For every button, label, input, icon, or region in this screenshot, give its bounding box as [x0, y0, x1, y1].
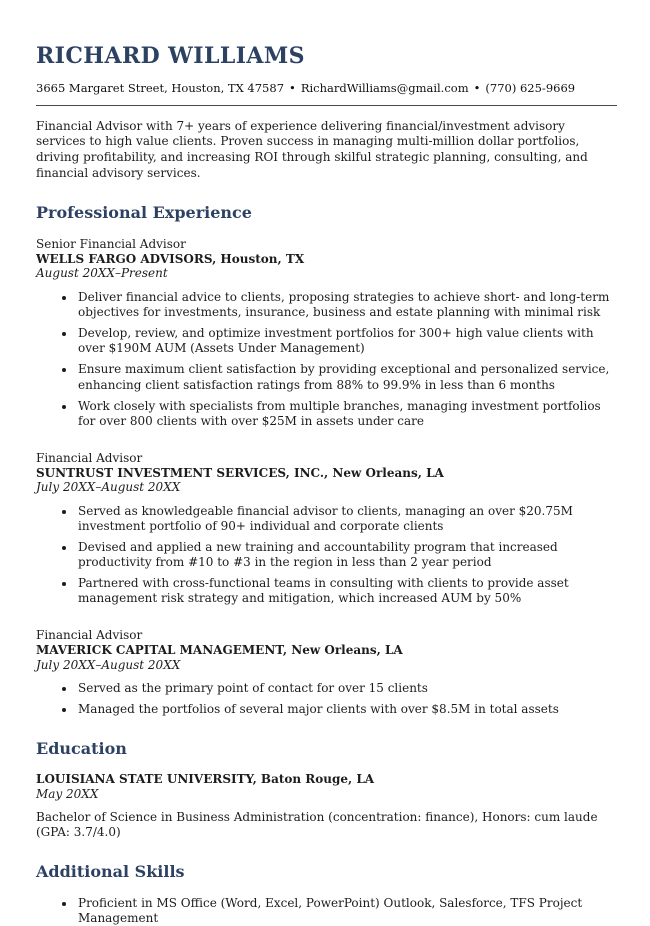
section-professional-experience — [36, 203, 617, 717]
job-bullet: • Deliver financial advice to clients, proposing strategies to achieve short- and long-term objectives for investments, insurance, business and estate planning with minimal risk — [76, 290, 617, 320]
contact-line — [36, 81, 617, 96]
job-bullet: • Develop, review, and optimize investment portfolios for 300+ high value clients with over $190M AUM (Assets Under Management) — [76, 326, 617, 356]
job-role: Senior Financial Advisor — [36, 237, 186, 252]
contact-phone: (770) 625-9669 — [485, 80, 576, 95]
job-dates: August 20XX–Present — [36, 266, 168, 281]
header-divider — [36, 105, 617, 106]
job-bullet: • Served as the primary point of contact for over 15 clients — [76, 681, 617, 696]
job-bullet: • Devised and applied a new training and accountability program that increased productivity from #10 to #3 in the region in less than 2 year period — [76, 540, 617, 570]
job-bullet-list — [36, 290, 617, 429]
job-entry-wells-fargo — [36, 237, 617, 429]
education-entry — [36, 772, 617, 840]
section-additional-skills — [36, 862, 617, 926]
job-entry-maverick — [36, 628, 617, 717]
resume-header — [36, 42, 617, 106]
section-title-skills: Additional Skills — [36, 861, 185, 881]
education-degree: Bachelor of Science in Business Administration (concentration: finance), Honors: cum laude (GPA: 3.7/4.0) — [36, 809, 598, 840]
job-company: MAVERICK CAPITAL MANAGEMENT, New Orleans, LA — [36, 643, 403, 658]
contact-separator: • — [289, 80, 296, 95]
contact-email: RichardWilliams@gmail.com — [300, 80, 469, 95]
section-education — [36, 739, 617, 841]
education-school: LOUISIANA STATE UNIVERSITY, Baton Rouge, LA — [36, 772, 375, 787]
skills-bullet-list — [36, 896, 617, 926]
section-title-education: Education — [36, 738, 127, 758]
job-bullet-list — [36, 681, 617, 717]
summary-paragraph: Financial Advisor with 7+ years of experience delivering financial/investment advisory services to high value clients. Proven success in managing multi-million dollar portfolios, driving profitability, and increasing ROI through skilful strategic planning, consulting, and financial advisory services. — [36, 118, 588, 181]
job-bullet: • Managed the portfolios of several major clients with over $8.5M in total assets — [76, 702, 617, 717]
candidate-name: RICHARD WILLIAMS — [36, 43, 305, 69]
job-bullet-list — [36, 504, 617, 607]
job-role: Financial Advisor — [36, 450, 143, 465]
job-company: WELLS FARGO ADVISORS, Houston, TX — [36, 251, 305, 266]
job-entry-suntrust — [36, 451, 617, 607]
job-dates: July 20XX–August 20XX — [36, 657, 181, 672]
job-bullet: • Ensure maximum client satisfaction by providing exceptional and personalized service, enhancing client satisfaction ratings from 88% to 99.9% in less than 6 months — [76, 362, 617, 392]
job-company: SUNTRUST INVESTMENT SERVICES, INC., New Orleans, LA — [36, 465, 444, 480]
job-bullet: • Served as knowledgeable financial advisor to clients, managing an over $20.75M investment portfolio of 90+ individual and corporate clients — [76, 504, 617, 534]
section-title-experience: Professional Experience — [36, 203, 252, 223]
education-dates: May 20XX — [36, 786, 99, 801]
skill-bullet: • Proficient in MS Office (Word, Excel, PowerPoint) Outlook, Salesforce, TFS Project Management — [76, 896, 617, 926]
contact-separator: • — [473, 80, 481, 95]
job-bullet: • Partnered with cross-functional teams in consulting with clients to provide asset management risk strategy and mitigation, which increased AUM by 50% — [76, 576, 617, 606]
job-bullet: • Work closely with specialists from multiple branches, managing investment portfolios for over 800 clients with over $25M in assets under care — [76, 399, 617, 429]
job-role: Financial Advisor — [36, 628, 143, 643]
contact-address: 3665 Margaret Street, Houston, TX 47587 — [36, 80, 285, 95]
job-dates: July 20XX–August 20XX — [36, 480, 181, 495]
